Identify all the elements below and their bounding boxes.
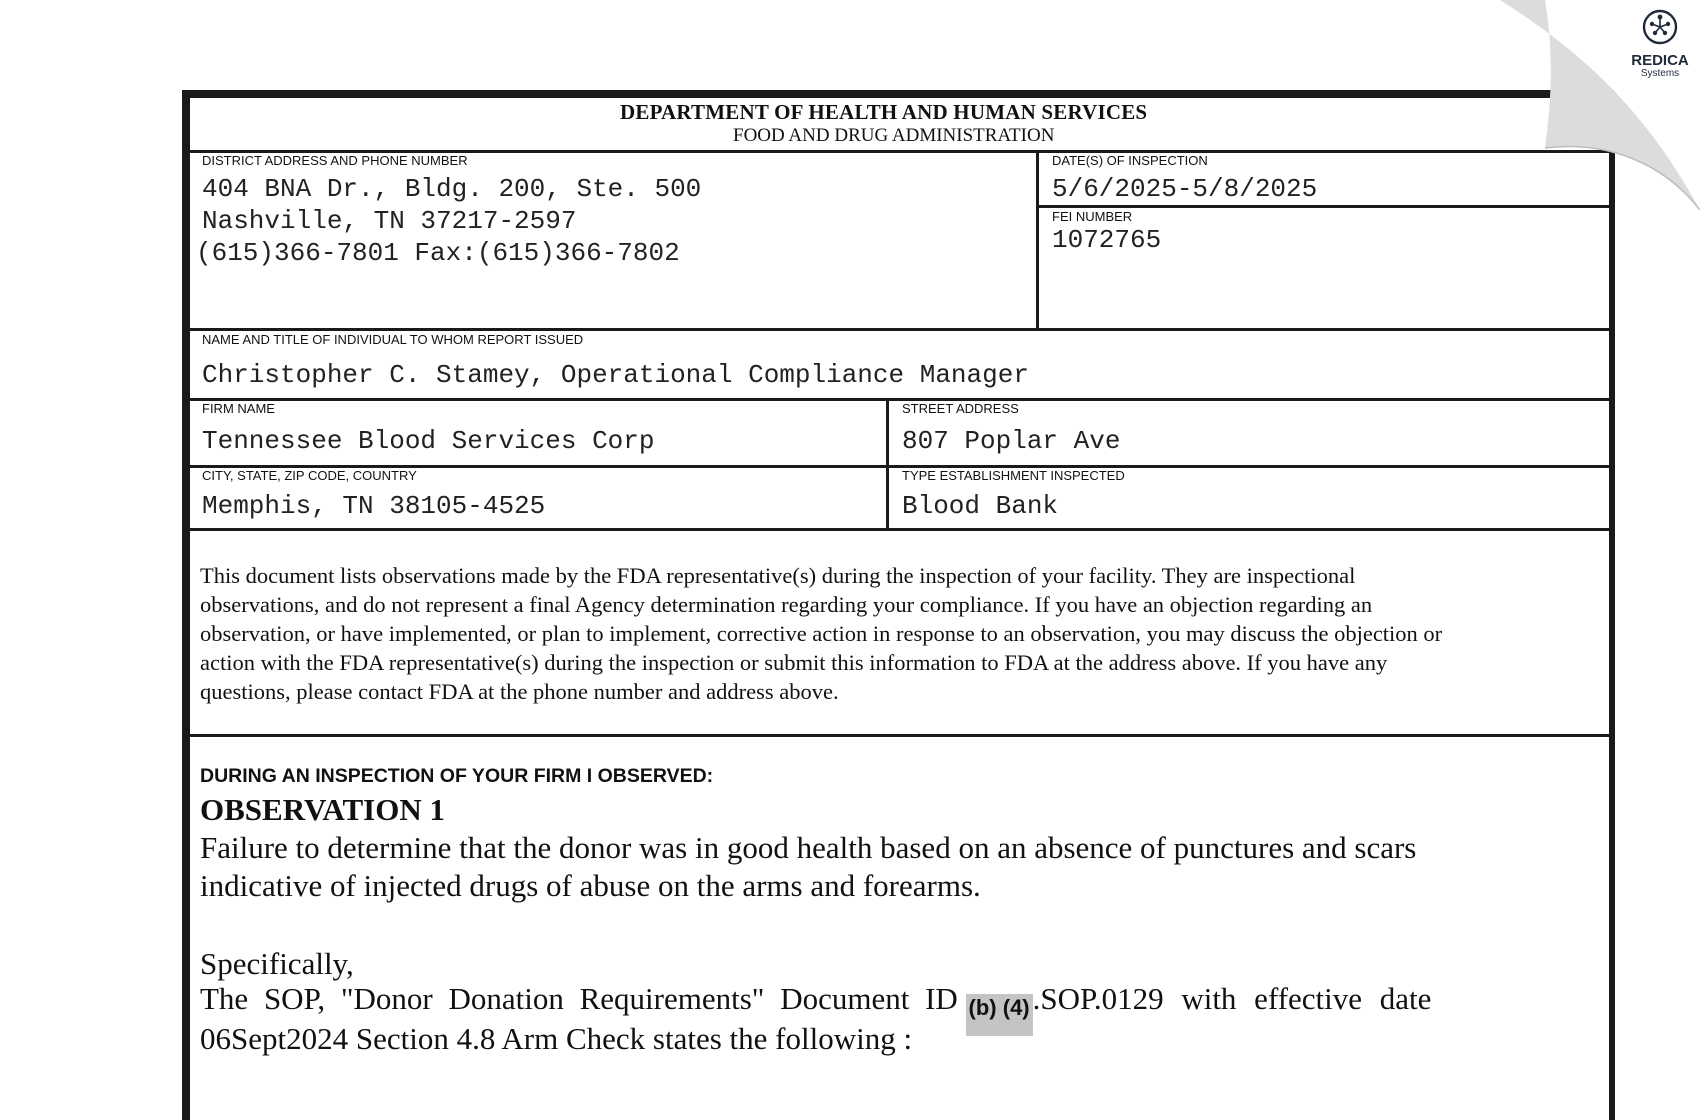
street-address-label: STREET ADDRESS	[902, 401, 1019, 416]
logo-name: REDICA	[1631, 52, 1689, 69]
street-address-value: 807 Poplar Ave	[902, 426, 1121, 456]
divider	[886, 398, 889, 530]
observation-line: indicative of injected drugs of abuse on the arms and forearms.	[200, 868, 981, 903]
observation-title: OBSERVATION 1	[200, 792, 445, 827]
notice-line: This document lists observations made by the FDA representative(s) during the inspection of your facility. They are inspectional	[200, 563, 1356, 588]
firm-name-label: FIRM NAME	[202, 401, 275, 416]
divider	[190, 528, 1615, 531]
district-label: DISTRICT ADDRESS AND PHONE NUMBER	[202, 153, 468, 168]
observations-heading: DURING AN INSPECTION OF YOUR FIRM I OBSERVED:	[200, 765, 714, 787]
logo-sub: Systems	[1640, 68, 1680, 79]
inspection-dates-value: 5/6/2025-5/8/2025	[1052, 174, 1318, 204]
sop-text-part2: .SOP.0129 with effective date	[1032, 981, 1432, 1016]
divider	[190, 328, 1615, 331]
district-address-line1: 404 BNA Dr., Bldg. 200, Ste. 500	[202, 174, 702, 204]
circuit-globe-icon	[1641, 8, 1679, 46]
district-phone: (615)366-7801 Fax:(615)366-7802	[196, 238, 680, 268]
establishment-value: Blood Bank	[902, 491, 1059, 521]
notice-line: observation, or have implemented, or plan to implement, corrective action in response to an observation, you may discuss the objection or	[200, 621, 1443, 646]
observation-text	[200, 829, 1600, 905]
agency-title: FOOD AND DRUG ADMINISTRATION	[733, 125, 1055, 146]
redaction-box: (b) (4)	[966, 994, 1033, 1036]
redica-logo	[1626, 8, 1694, 79]
specifically-text: Specifically,	[200, 946, 354, 981]
firm-name-value: Tennessee Blood Services Corp	[202, 426, 655, 456]
notice-line: action with the FDA representative(s) during the inspection or submit this information to FDA at the address above. If you have any	[200, 650, 1388, 675]
sop-line-2: 06Sept2024 Section 4.8 Arm Check states the following :	[200, 1021, 913, 1056]
inspection-dates-label: DATE(S) OF INSPECTION	[1052, 153, 1208, 168]
notice-paragraph	[200, 561, 1600, 706]
sop-text-part1: The SOP, "Donor Donation Requirements" Document ID	[200, 981, 958, 1016]
city-value: Memphis, TN 38105-4525	[202, 491, 546, 521]
notice-line: questions, please contact FDA at the phone number and address above.	[200, 679, 839, 704]
divider	[190, 734, 1615, 737]
individual-label: NAME AND TITLE OF INDIVIDUAL TO WHOM REPORT ISSUED	[202, 332, 584, 347]
establishment-label: TYPE ESTABLISHMENT INSPECTED	[902, 468, 1125, 483]
district-address-line2: Nashville, TN 37217-2597	[202, 206, 577, 236]
fei-value: 1072765	[1052, 225, 1162, 255]
notice-line: observations, and do not represent a final Agency determination regarding your compliance. If you have an objection regarding an	[200, 592, 1373, 617]
city-label: CITY, STATE, ZIP CODE, COUNTRY	[202, 468, 417, 483]
department-title: DEPARTMENT OF HEALTH AND HUMAN SERVICES	[620, 100, 1148, 124]
divider	[1036, 150, 1039, 330]
observation-line: Failure to determine that the donor was in good health based on an absence of punctures and scars	[200, 830, 1417, 865]
individual-value: Christopher C. Stamey, Operational Compliance Manager	[202, 360, 1029, 390]
fei-label: FEI NUMBER	[1052, 209, 1133, 224]
